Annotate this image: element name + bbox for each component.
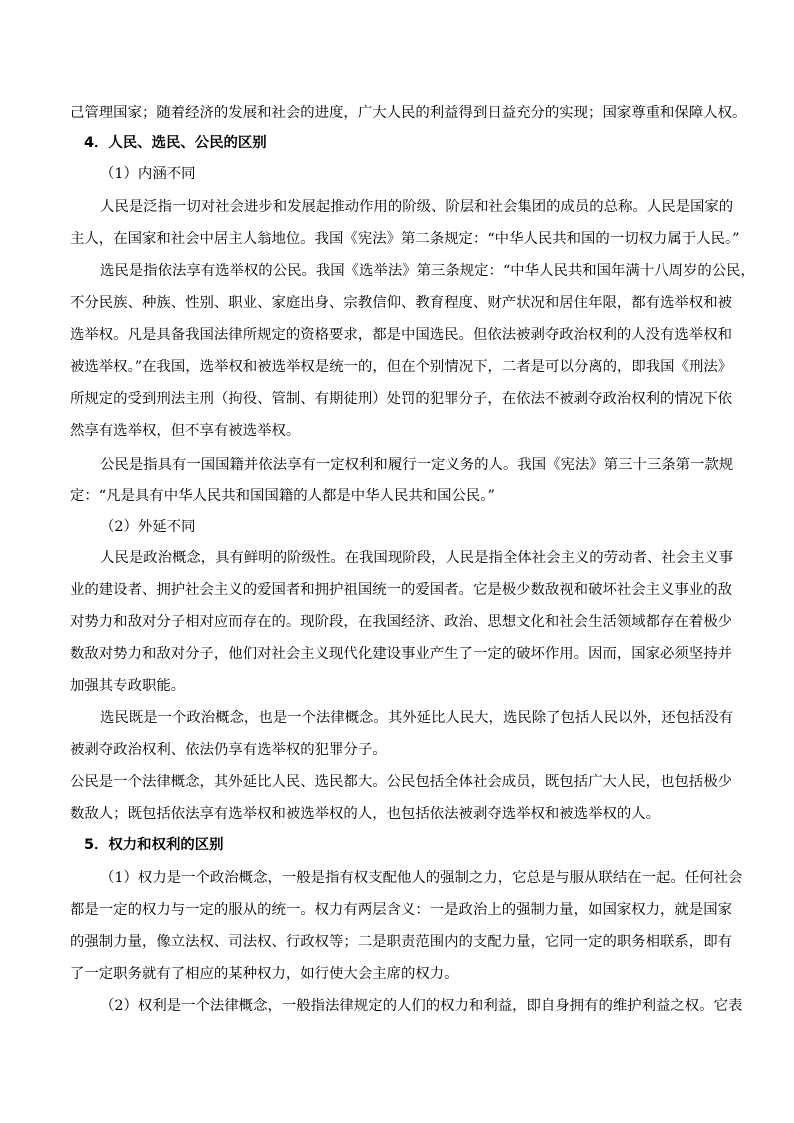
paragraph-line: 公民是一个法律概念，其外延比人民、选民都大。公民包括全体社会成员，既包括广大人民，也包括极少 <box>70 774 732 790</box>
paragraph-line: 被选举权。”在我国，选举权和被选举权是统一的，但在个别情况下，二者是可以分离的，即我国《刑法》 <box>70 359 733 375</box>
paragraph-line: 不分民族、种族、性别、职业、家庭出身、宗教信仰、教育程度、财产状况和居住年限，都有选举权和被 <box>70 295 732 311</box>
paragraph-line: 己管理国家；随着经济的发展和社会的进度，广大人民的利益得到日益充分的实现；国家尊重和保障人权。 <box>70 105 747 121</box>
paragraph-line: 了一定职务就有了相应的某种权力，如行使大会主席的权力。 <box>70 966 459 982</box>
subsection-heading: （2）外延不同 <box>100 519 196 535</box>
section-heading: 5．权力和权利的区别 <box>84 837 224 853</box>
paragraph-line: 对势力和敌对分子相对应而存在的。现阶段，在我国经济、政治、思想文化和社会生活领域都存在着极少 <box>70 614 732 630</box>
paragraph-line: （2）权利是一个法律概念，一般指法律规定的人们的权力和利益，即自身拥有的维护利益之权。它表 <box>100 998 743 1014</box>
paragraph-line: 都是一定的权力与一定的服从的统一。权力有两层含义：一是政治上的强制力量，如国家权力，就是国家 <box>70 902 732 918</box>
paragraph-line: 被剥夺政治权利、依法仍享有选举权的犯罪分子。 <box>70 742 387 758</box>
paragraph-line: 数敌人；既包括依法享有选举权和被选举权的人，也包括依法被剥夺选举权和被选举权的人。 <box>70 806 661 822</box>
paragraph-line: 人民是泛指一切对社会进步和发展起推动作用的阶级、阶层和社会集团的成员的总称。人民是国家的 <box>100 199 734 215</box>
paragraph-line: 选民是指依法享有选举权的公民。我国《选举法》第三条规定：“中华人民共和国年满十八周岁的公民， <box>100 263 755 279</box>
paragraph-line: 加强其专政职能。 <box>70 678 186 694</box>
paragraph-line: （1）权力是一个政治概念，一般是指有权支配他人的强制之力，它总是与服从联结在一起。任何社会 <box>100 870 743 886</box>
paragraph-line: 业的建设者、拥护社会主义的爱国者和拥护祖国统一的爱国者。它是极少数敌视和破坏社会主义事业的敌 <box>70 582 732 598</box>
paragraph-line: 主人，在国家和社会中居主人翁地位。我国《宪法》第二条规定：“中华人民共和国的一切权力属于人民。” <box>70 231 740 247</box>
paragraph-line: 人民是政治概念，具有鲜明的阶级性。在我国现阶段，人民是指全体社会主义的劳动者、社会主义事 <box>100 550 734 566</box>
paragraph-line: 公民是指具有一国国籍并依法享有一定权利和履行一定义务的人。我国《宪法》第三十三条第一款规 <box>100 457 734 473</box>
section-heading: 4．人民、选民、公民的区别 <box>84 135 267 151</box>
paragraph-line: 数敌对势力和敌对分子，他们对社会主义现代化建设事业产生了一定的破坏作用。因而，国家必须坚持并 <box>70 646 732 662</box>
paragraph-line: 选民既是一个政治概念，也是一个法律概念。其外延比人民大，选民除了包括人民以外，还包括没有 <box>100 710 734 726</box>
paragraph-line: 定：“凡是具有中华人民共和国国籍的人都是中华人民共和国公民。” <box>70 488 495 504</box>
paragraph-line: 然享有选举权，但不享有被选举权。 <box>70 423 301 439</box>
paragraph-line: 的强制力量，像立法权、司法权、行政权等；二是职责范围内的支配力量，它同一定的职务相联系，即有 <box>70 934 732 950</box>
paragraph-line: 选举权。凡是具备我国法律所规定的资格要求，都是中国选民。但依法被剥夺政治权利的人没有选举权和 <box>70 327 732 343</box>
subsection-heading: （1）内涵不同 <box>100 166 196 182</box>
paragraph-line: 所规定的受到刑法主刑（拘役、管制、有期徒刑）处罚的犯罪分子，在依法不被剥夺政治权利的情况下依 <box>70 391 732 407</box>
